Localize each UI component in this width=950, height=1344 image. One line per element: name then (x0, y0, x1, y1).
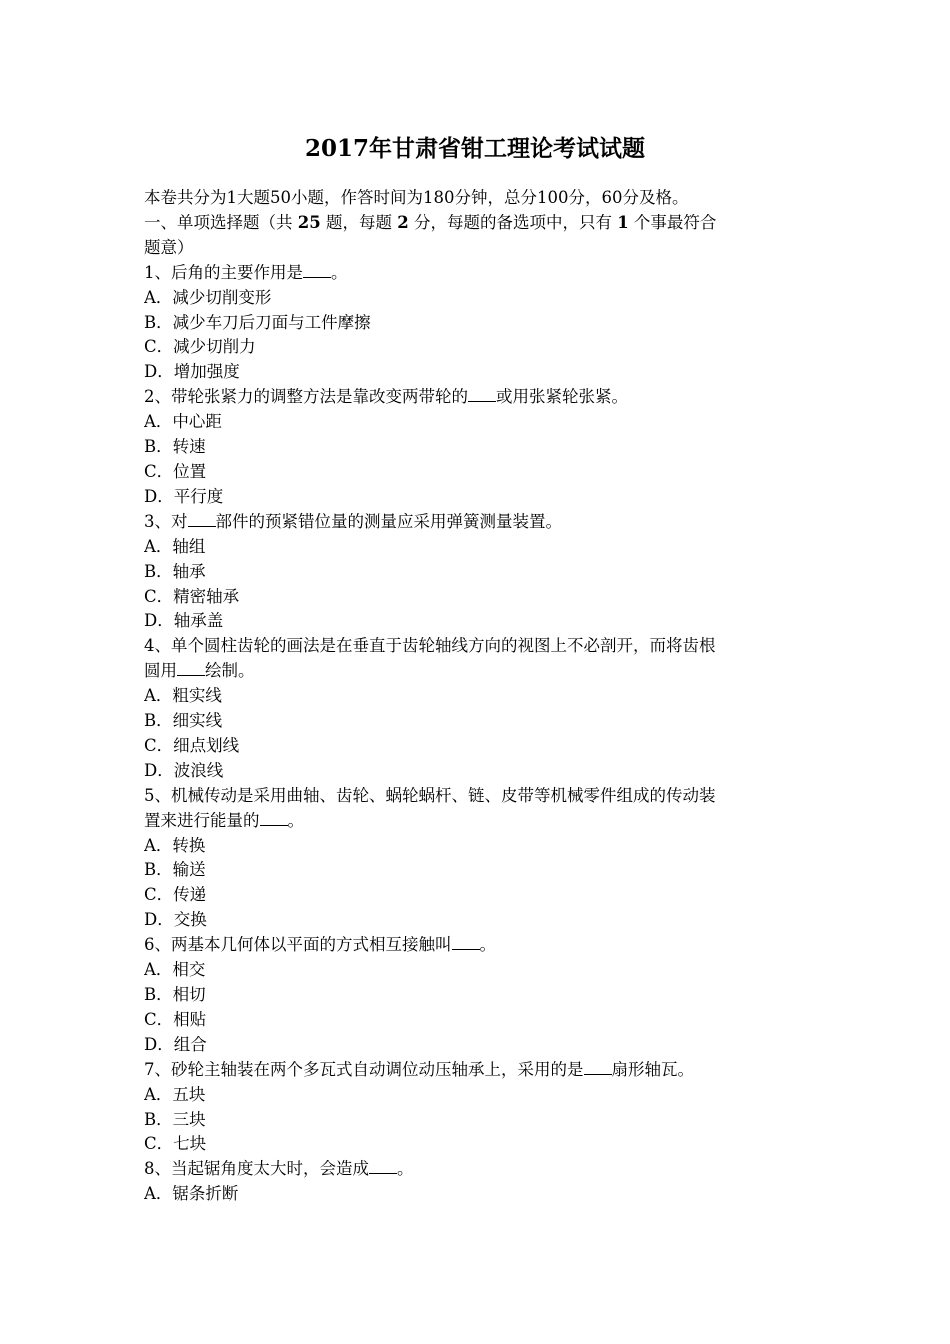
section-mid2: 分，每题的备选项中，只有 (408, 212, 618, 232)
answer-blank (369, 1159, 397, 1174)
option-item: A．五块 (144, 1084, 206, 1104)
option-item: A．锯条折断 (144, 1184, 239, 1204)
option-item: B．输送 (144, 860, 206, 880)
section-points: 2 (397, 212, 409, 232)
answer-blank (452, 935, 480, 950)
document-body (144, 186, 812, 1207)
option-item: A．相交 (144, 960, 206, 980)
section-prefix: 一、单项选择题（共 (144, 212, 298, 232)
question-stem-line-1: 5、机械传动是采用曲轴、齿轮、蜗轮蜗杆、链、皮带等机械零件组成的传动装 (144, 785, 716, 805)
answer-blank (584, 1060, 612, 1075)
option-item: D．轴承盖 (144, 611, 224, 631)
answer-blank (468, 387, 496, 402)
question-stem: 1、后角的主要作用是 。 (144, 262, 348, 282)
option-item: D．增加强度 (144, 362, 240, 382)
question-stem: 置来进行能量的 。 (144, 810, 304, 830)
answer-blank (188, 512, 216, 527)
exam-intro: 本卷共分为1大题50小题，作答时间为180分钟，总分100分，60分及格。 (144, 188, 689, 207)
question-stem: 6、两基本几何体以平面的方式相互接触叫 。 (144, 935, 496, 955)
option-item: B．细实线 (144, 711, 223, 731)
section-heading-line-1 (144, 211, 812, 236)
option-item: C．七块 (144, 1134, 207, 1154)
question-stem-line-1: 4、单个圆柱齿轮的画法是在垂直于齿轮轴线方向的视图上不必剖开，而将齿根 (144, 636, 716, 656)
section-mid1: 题，每题 (320, 212, 398, 232)
option-item: B．减少车刀后刀面与工件摩擦 (144, 312, 371, 332)
question-stem: 圆用 绘制。 (144, 661, 255, 681)
section-heading-line-2: 题意） (144, 237, 194, 257)
option-item: D．交换 (144, 910, 207, 930)
answer-blank (260, 811, 288, 826)
section-count: 25 (297, 212, 321, 232)
answer-blank (177, 661, 205, 676)
option-item: C．传递 (144, 885, 207, 905)
option-item: B．轴承 (144, 561, 206, 581)
option-item: D．组合 (144, 1034, 207, 1054)
option-item: A．减少切削变形 (144, 287, 272, 307)
option-item: A．粗实线 (144, 686, 222, 706)
option-item: C．相贴 (144, 1009, 207, 1029)
section-one: 1 (617, 212, 629, 232)
answer-blank (303, 263, 331, 278)
option-item: D．平行度 (144, 486, 224, 506)
question-stem: 8、当起锯角度太大时，会造成 。 (144, 1159, 414, 1179)
option-item: B．三块 (144, 1109, 206, 1129)
option-item: B．转速 (144, 437, 206, 457)
question-stem: 3、对 部件的预紧错位量的测量应采用弹簧测量装置。 (144, 511, 562, 531)
option-item: C．细点划线 (144, 735, 240, 755)
option-item: C．位置 (144, 461, 207, 481)
option-item: D．波浪线 (144, 760, 224, 780)
option-item: B．相切 (144, 985, 206, 1004)
option-item: A．轴组 (144, 536, 206, 556)
section-suffix1: 个事最符合 (628, 212, 717, 232)
option-item: C．精密轴承 (144, 586, 240, 606)
document-title: 2017年甘肃省钳工理论考试试题 (304, 135, 645, 162)
option-item: A．中心距 (144, 412, 222, 432)
question-stem: 7、砂轮主轴装在两个多瓦式自动调位动压轴承上，采用的是 扇形轴瓦。 (144, 1059, 694, 1079)
option-item: A．转换 (144, 835, 206, 855)
question-stem: 2、带轮张紧力的调整方法是靠改变两带轮的 或用张紧轮张紧。 (144, 387, 628, 407)
option-item: C．减少切削力 (144, 337, 256, 357)
